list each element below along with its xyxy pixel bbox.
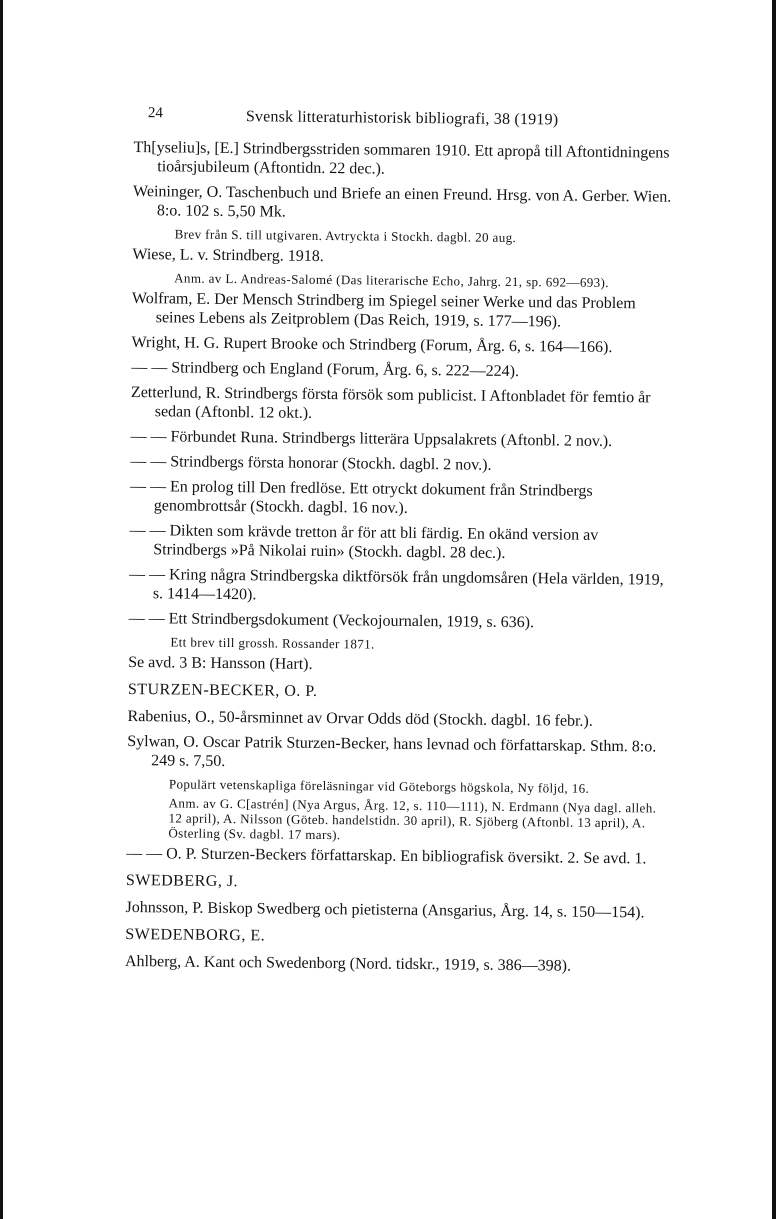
section-heading-swedenborg: SWEDENBORG, E. xyxy=(125,925,266,945)
bib-entry-wiese: Wiese, L. v. Strindberg. 1918. xyxy=(132,245,324,265)
bib-entry-sylwan-1: Sylwan, O. Oscar Patrik Sturzen-Becker, hans levnad och författarskap. Sthm. 8:o. 249 s. 7,50. xyxy=(127,732,657,770)
annotation-weininger: Brev från S. till utgivaren. Avtryckta i Stockh. dagbl. 20 aug. xyxy=(174,226,517,246)
section-heading-swedberg: SWEDBERG, J. xyxy=(125,871,239,891)
bib-entry-zetterlund-3: — — Strindbergs första honorar (Stockh. dagbl. 2 nov.). xyxy=(130,452,492,474)
bib-entry-weininger: Weininger, O. Taschenbuch und Briefe an einen Freund. Hrsg. von A. Gerber. Wien. 8:o. 102 s. 5,50 Mk. xyxy=(132,182,672,221)
bib-entry-rabenius: Rabenius, O., 50-årsminnet av Orvar Odds död (Stockh. dagbl. 16 febr.). xyxy=(127,707,593,730)
bib-entry-zetterlund-1: Zetterlund, R. Strindbergs första försök som publicist. I Aftonbladet för femtio år sedan (Aftonbl. 12 okt.). xyxy=(130,383,651,422)
bib-entry-sylwan-2: — — O. P. Sturzen-Beckers författarskap. En bibliografisk översikt. 2. Se avd. 1. xyxy=(126,844,647,868)
bib-entry-wolfram: Wolfram, E. Der Mensch Strindberg im Spiegel seiner Werke und das Problem seines Lebens als Zeitproblem (Das Reich, 1919, s. 177—196). xyxy=(131,289,636,331)
cross-reference-hansson: Se avd. 3 B: Hansson (Hart). xyxy=(128,653,313,673)
running-title: Svensk litteraturhistorisk bibliografi, 38 (1919) xyxy=(245,108,559,129)
bib-entry-zetterlund-7: — — Ett Strindbergsdokument (Veckojournalen, 1919, s. 636). xyxy=(128,609,535,632)
scan-border-left xyxy=(0,0,3,1219)
bib-entry-wright-2: — — Strindberg och England (Forum, Årg. 6, s. 222—224). xyxy=(131,358,520,381)
scan-border-right xyxy=(772,0,776,1219)
annotation-sylwan-reviews: Anm. av G. C[astrén] (Nya Argus, Årg. 12, s. 110—111), N. Erdmann (Nya dagl. alleh. 12 april), A. Nilsson (Göteb. handelstidn. 30 april), R. Sjöberg (Aftonbl. 13 april), A. Österling (Sv. dagbl. 17 mars). xyxy=(168,795,657,843)
bib-entry-ahlberg: Ahlberg, A. Kant och Swedenborg (Nord. tidskr., 1919, s. 386—398). xyxy=(124,952,572,975)
bib-entry-johnsson: Johnsson, P. Biskop Swedberg och pietisterna (Ansgarius, Årg. 14, s. 150—154). xyxy=(125,898,645,922)
bib-entry-zetterlund-2: — — Förbundet Runa. Strindbergs litterära Uppsalakrets (Aftonbl. 2 nov.). xyxy=(130,427,613,451)
annotation-wiese: Anm. av L. Andreas-Salomé (Das literarische Echo, Jahrg. 21, sp. 692—693). xyxy=(174,270,610,290)
bib-entry-zetterlund-6: — — Kring några Strindbergska diktförsök från ungdomsåren (Hela världen, 1919, s. 1414—1420). xyxy=(128,565,664,604)
bibliography-page xyxy=(125,104,674,983)
page-header xyxy=(134,104,674,130)
bib-entry-wright-1: Wright, H. G. Rupert Brooke och Strindberg (Forum, Årg. 6, s. 164—166). xyxy=(131,333,613,357)
bib-entry-zetterlund-4: — — En prolog till Den fredlöse. Ett otryckt dokument från Strindbergs genombrottsår (Stockh. dagbl. 16 nov.). xyxy=(129,477,593,517)
annotation-sylwan-series: Populärt vetenskapliga föreläsningar vid Göteborgs högskola, Ny följd, 16. xyxy=(168,776,590,796)
section-heading-sturzen-becker: STURZEN-BECKER, O. P. xyxy=(127,680,318,700)
annotation-zetterlund-7: Ett brev till grossh. Rossander 1871. xyxy=(170,634,375,652)
page-number: 24 xyxy=(147,105,163,122)
bib-entry-thyselius: Th[yseliu]s, [E.] Strindbergsstriden sommaren 1910. Ett apropå till Aftontidningens tioårsjubileum (Aftontidn. 22 dec.). xyxy=(133,138,670,178)
bib-entry-zetterlund-5: — — Dikten som krävde tretton år för att bli färdig. En okänd version av Strindbergs »På Nikolai ruin» (Stockh. dagbl. 28 dec.). xyxy=(129,521,599,562)
